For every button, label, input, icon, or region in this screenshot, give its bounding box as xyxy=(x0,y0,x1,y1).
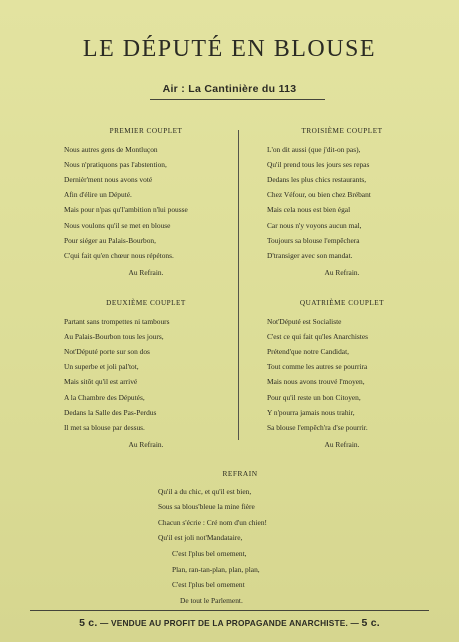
verse-line: Mais nous avons trouvé l'moyen, xyxy=(267,377,365,387)
refrain-line: Qu'il est joli not'Mandataire, xyxy=(158,533,243,543)
couplet-3 xyxy=(267,124,417,280)
footer-text: — VENDUE AU PROFIT DE LA PROPAGANDE ANARCHISTE. — xyxy=(99,618,360,628)
verse-line: Dedans les plus chics restaurants, xyxy=(267,175,367,185)
verse-line: Mais pour n'pas qu'l'ambition n'lui pousse xyxy=(64,205,188,215)
verse-line: Nous autres gens de Montluçon xyxy=(64,145,158,155)
verse-line: Dernièr'ment nous avons voté xyxy=(64,175,153,185)
price-right: 5 c. xyxy=(361,617,380,629)
verse-line: Mais cela nous est bien égal xyxy=(267,205,351,215)
footer-rule xyxy=(30,610,429,611)
refrain-line: De tout le Parlement. xyxy=(180,595,243,605)
refrain-line: C'est l'plus bel ornement xyxy=(172,580,245,590)
verse-line: L'on dit aussi (que j'dit-on pas), xyxy=(267,145,361,155)
title-underline xyxy=(150,99,325,100)
verse-line: Prétend'que notre Candidat, xyxy=(267,347,349,357)
verse-line: C'est ce qui fait qu'les Anarchistes xyxy=(267,332,368,342)
refrain-reference: Au Refrain. xyxy=(128,267,164,277)
refrain-line: Plan, ran-tan-plan, plan, plan, xyxy=(172,564,260,574)
verse-line: Toujours sa blouse l'empêchera xyxy=(267,235,360,245)
footer xyxy=(0,617,459,629)
couplet-heading: DEUXIÈME COUPLET xyxy=(106,299,186,307)
refrain-line: C'est l'plus bel ornement, xyxy=(172,548,247,558)
refrain-reference: Au Refrain. xyxy=(324,439,360,449)
refrain-line: Sous sa blous'bleue la mine fière xyxy=(158,502,255,512)
couplet-heading: PREMIER COUPLET xyxy=(109,127,183,135)
verse-line: Car nous n'y voyons aucun mal, xyxy=(267,220,362,230)
couplet-heading: QUATRIÈME COUPLET xyxy=(299,299,385,307)
verse-line: Pour qu'il reste un bon Citoyen, xyxy=(267,392,361,402)
refrain-line: Chacun s'écrie : Cré nom d'un chien! xyxy=(158,517,267,527)
verse-line: Un superbe et joli pal'tot, xyxy=(64,362,139,372)
verse-line: Y n'pourra jamais nous trahir, xyxy=(267,407,355,417)
verse-line: Dedans la Salle des Pas-Perdus xyxy=(64,407,157,417)
couplet-4 xyxy=(267,296,417,452)
verse-line: Nous n'pratiquons pas l'abstention, xyxy=(64,160,167,170)
refrain-reference: Au Refrain. xyxy=(128,439,164,449)
verse-line: Il met sa blouse par dessus. xyxy=(64,422,145,432)
verse-line: Nous voulons qu'il se met en blouse xyxy=(64,220,171,230)
verse-line: Pour siéger au Palais-Bourbon, xyxy=(64,235,156,245)
verse-line: Not'Député porte sur son dos xyxy=(64,347,150,357)
song-title: LE DÉPUTÉ EN BLOUSE xyxy=(82,36,377,62)
verse-line: Au Palais-Bourbon tous les jours, xyxy=(64,332,164,342)
column-divider xyxy=(238,130,239,440)
verse-line: C'qui fait qu'en chœur nous répétons. xyxy=(64,250,174,260)
verse-line: Mais sitôt qu'il est arrivé xyxy=(64,377,138,387)
verse-line: Partant sans trompettes ni tambours xyxy=(64,317,170,327)
refrain-line: Qu'il a du chic, et qu'il est bien, xyxy=(158,486,252,496)
couplet-1 xyxy=(64,124,228,280)
refrain-reference: Au Refrain. xyxy=(324,267,360,277)
verse-line: Not'Député est Socialiste xyxy=(267,317,342,327)
price-left: 5 c. xyxy=(79,617,98,629)
verse-line: Sa blouse l'empêch'ra d'se pourrir. xyxy=(267,422,368,432)
couplet-heading: TROISIÈME COUPLET xyxy=(301,127,383,135)
verse-line: D'transiger avec son mandat. xyxy=(267,250,353,260)
verse-line: Tout comme les autres se pourrira xyxy=(267,362,368,372)
refrain-heading: REFRAIN xyxy=(222,469,258,478)
couplet-2 xyxy=(64,296,228,452)
verse-line: Qu'il prend tous les jours ses repas xyxy=(267,160,370,170)
air-subtitle: Air : La Cantinière du 113 xyxy=(162,83,297,95)
verse-line: Chez Véfour, ou bien chez Brébant xyxy=(267,190,371,200)
verse-line: A la Chambre des Députés, xyxy=(64,392,145,402)
refrain-block xyxy=(140,466,340,608)
verse-line: Afin d'élire un Député. xyxy=(64,190,132,200)
